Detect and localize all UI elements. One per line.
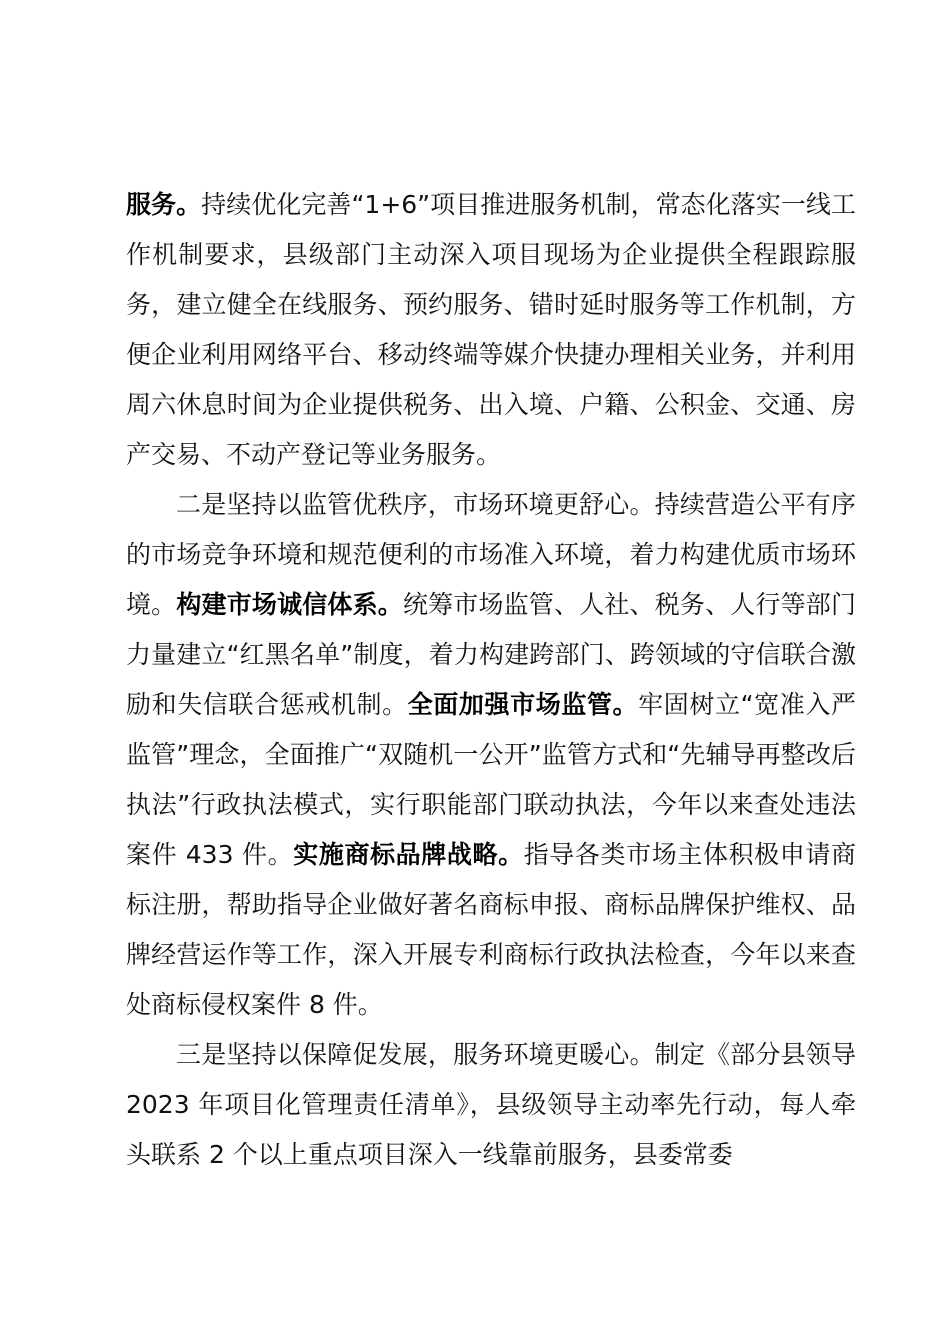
subheading-brand-strategy: 实施商标品牌战略。: [293, 840, 524, 869]
paragraph-2: [126, 480, 856, 1030]
body-text: 持续营造公平有序的市场竞争环境和规范便利的市场准入环境，着力构建优质市场环境。: [126, 490, 856, 619]
body-text: 统筹市场监管、人社、税务、人行等部门力量建立“红黑名单”制度，着力构建跨部门、跨领域的守信联合激励和失信联合惩戒机制。: [126, 590, 856, 719]
body-text: 牢固树立“宽准入严监管”理念，全面推广“双随机一公开”监管方式和“先辅导再整改后执法”行政执法模式，实行职能部门联动执法，今年以来查处违法案件 433 件。: [126, 690, 856, 869]
document-body: [126, 180, 856, 1180]
subheading-credit-system: 构建市场诚信体系。: [176, 590, 403, 619]
section-heading-2: 二是坚持以监管优秩序，市场环境更舒心。: [176, 490, 655, 519]
body-text: 指导各类市场主体积极申请商标注册，帮助指导企业做好著名商标申报、商标品牌保护维权、品牌经营运作等工作，深入开展专利商标行政执法检查，今年以来查处商标侵权案件 8 件。: [126, 840, 856, 1019]
subheading-market-supervision: 全面加强市场监管。: [407, 690, 639, 719]
body-text: 制定《部分县领导 2023 年项目化管理责任清单》，县级领导主动率先行动，每人牵头联系 2 个以上重点项目深入一线靠前服务，县委常委: [126, 1040, 856, 1169]
paragraph-1: [126, 180, 856, 480]
body-text: 持续优化完善“1+6”项目推进服务机制，常态化落实一线工作机制要求，县级部门主动深入项目现场为企业提供全程跟踪服务，建立健全在线服务、预约服务、错时延时服务等工作机制，方便企业利用网络平台、移动终端等媒介快捷办理相关业务，并利用周六休息时间为企业提供税务、出入境、户籍、公积金、交通、房产交易、不动产登记等业务服务。: [126, 190, 856, 469]
heading-service: 服务。: [126, 190, 202, 219]
section-heading-3: 三是坚持以保障促发展，服务环境更暖心。: [176, 1040, 655, 1069]
paragraph-3: [126, 1030, 856, 1180]
